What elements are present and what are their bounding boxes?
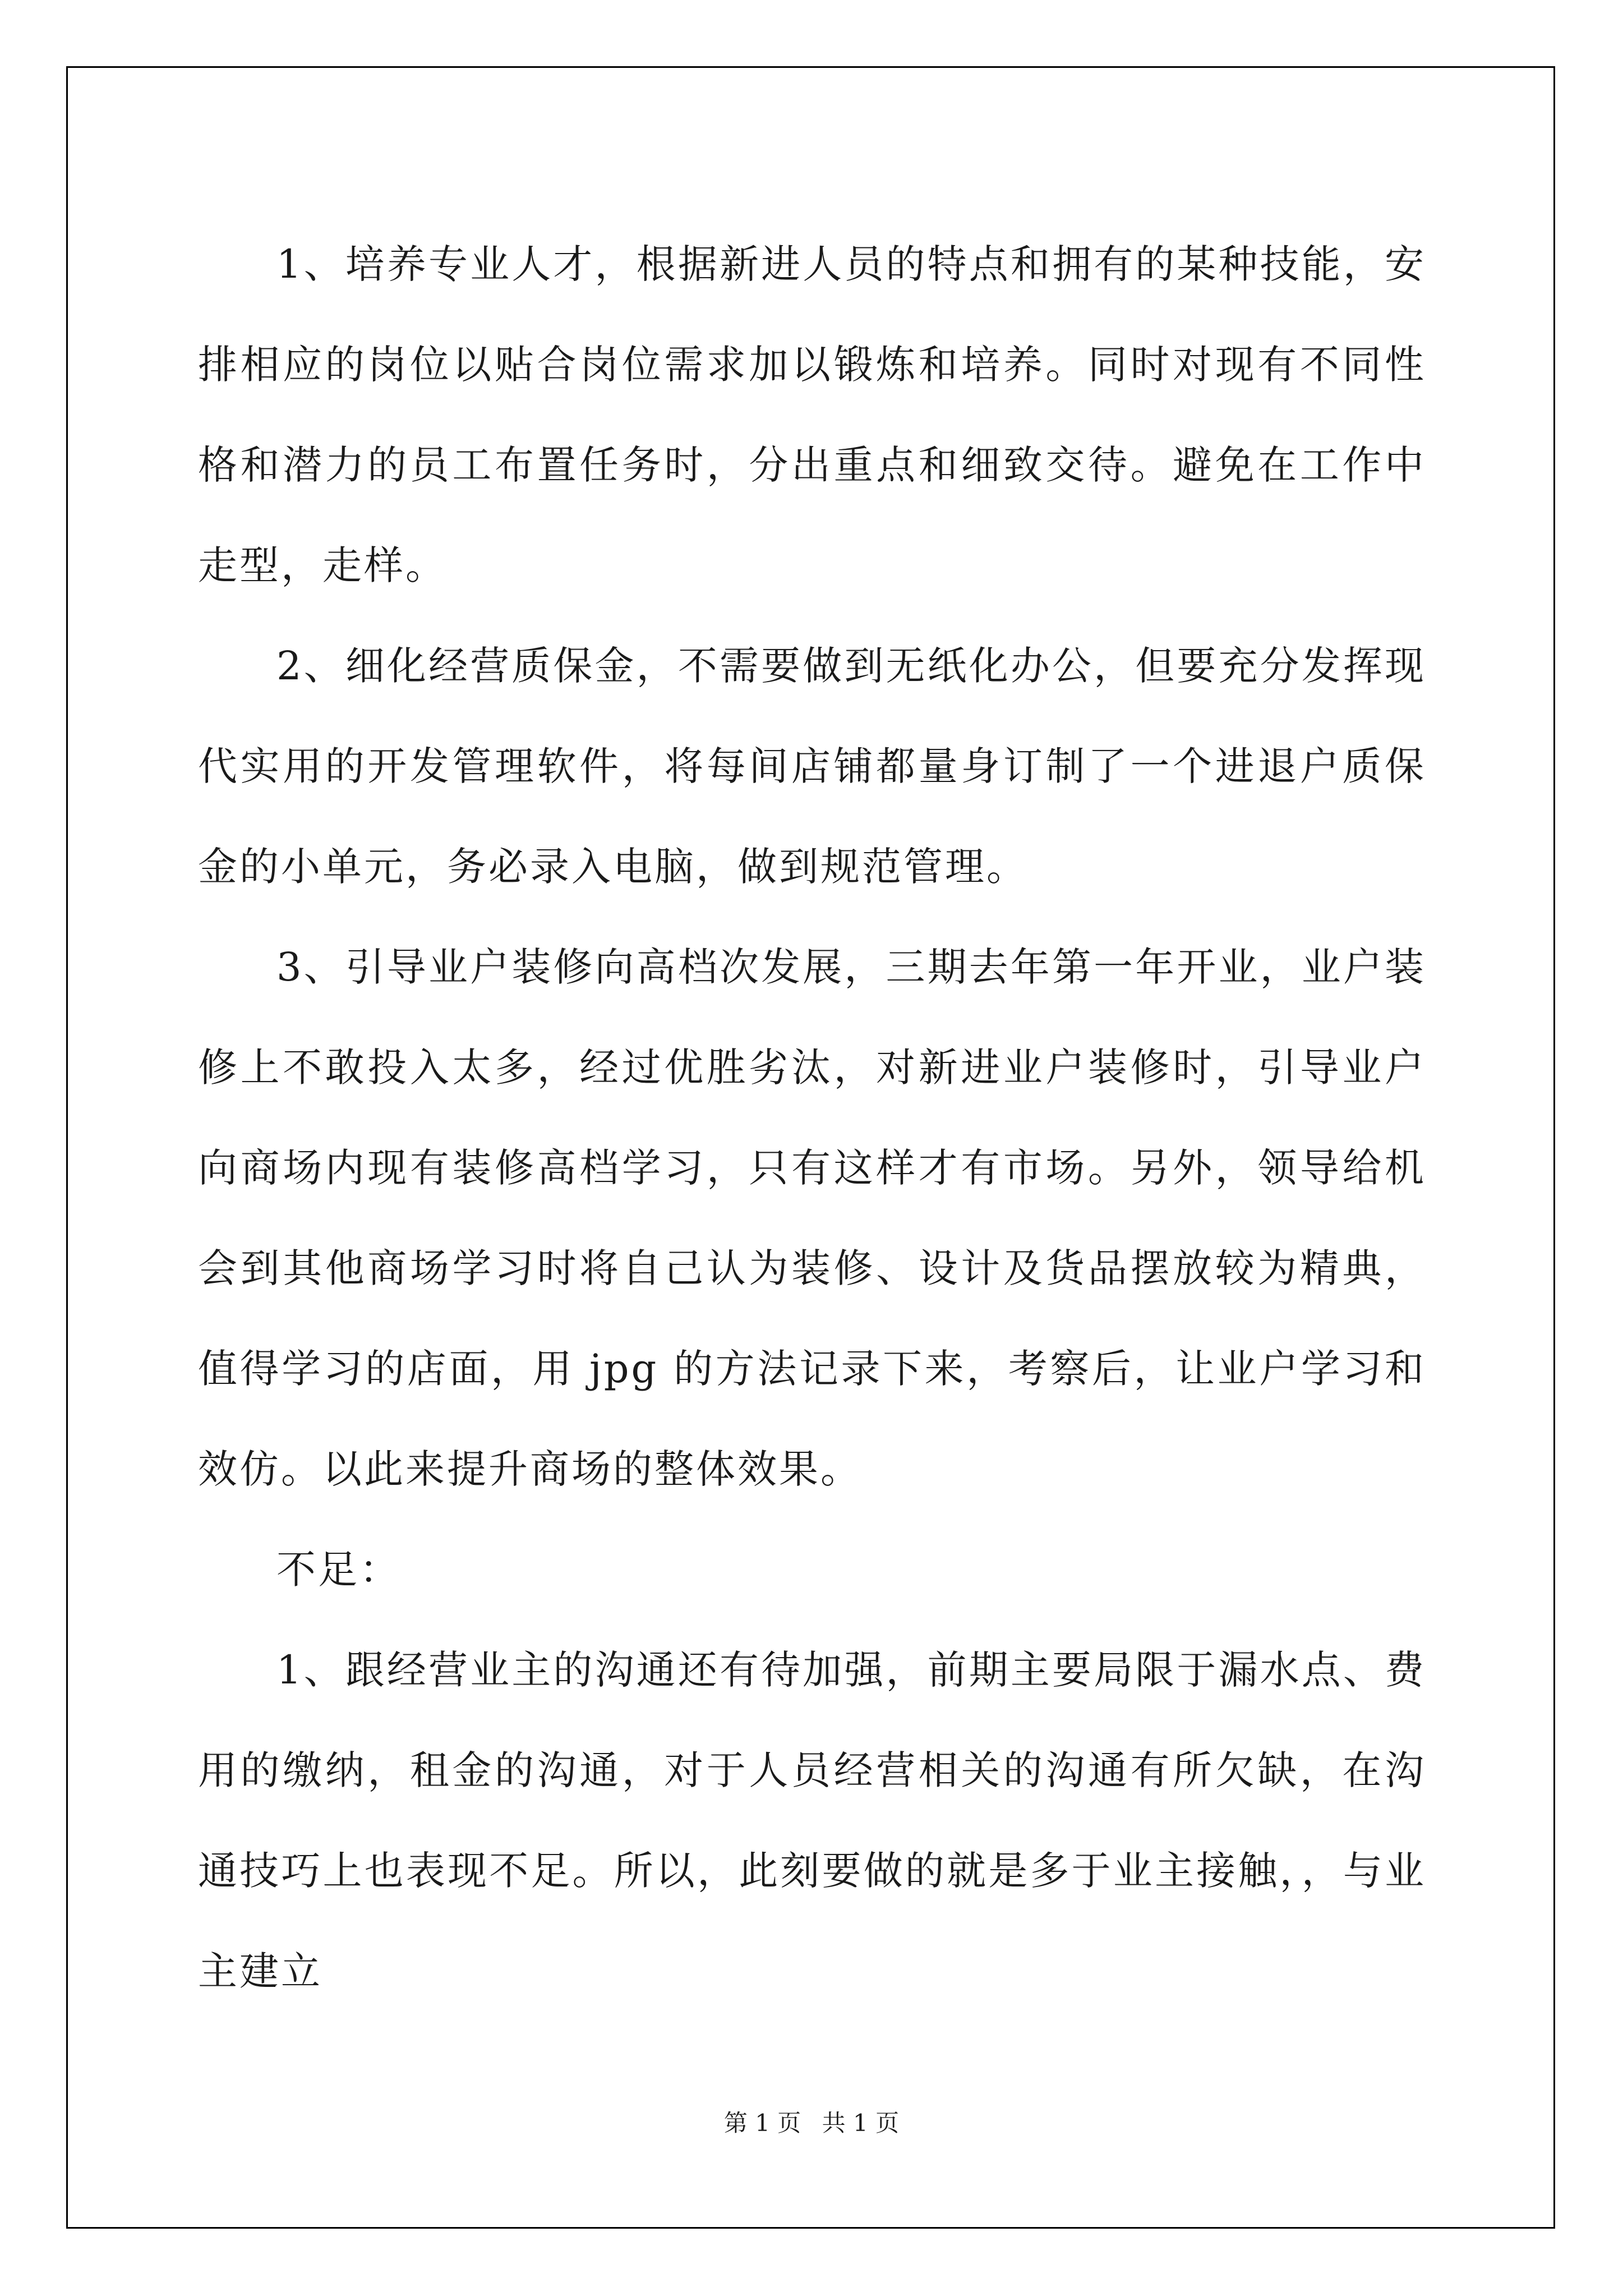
paragraph-4: 1、跟经营业主的沟通还有待加强，前期主要局限于漏水点、费用的缴纳，租金的沟通，对于人员经营相关的沟通有所欠缺，在沟通技巧上也表现不足。所以，此刻要做的就是多于业主接触，，与业主建立 [198, 1647, 1426, 1994]
page-total: 共 1 页 [822, 2109, 900, 2137]
paragraph-2: 2、细化经营质保金，不需要做到无纸化办公，但要充分发挥现代实用的开发管理软件，将每间店铺都量身订制了一个进退户质保金的小单元，务必录入电脑，做到规范管理。 [198, 643, 1426, 890]
section-heading-shortcomings: 不足： [276, 1547, 401, 1593]
page-footer [0, 2105, 1623, 2138]
paragraph-3: 3、引导业户装修向高档次发展，三期去年第一年开业，业户装修上不敢投入太多，经过优胜劣汰，对新进业户装修时，引导业户向商场内现有装修高档学习，只有这样才有市场。另外，领导给机会到其他商场学习时将自己认为装修、设计及货品摆放较为精典，值得学习的店面，用 jpg 的方法记录下来，考察后，让业户学习和效仿。以此来提升商场的整体效果。 [198, 944, 1426, 1492]
paragraph-1: 1、培养专业人才，根据新进人员的特点和拥有的某种技能，安排相应的岗位以贴合岗位需求加以锻炼和培养。同时对现有不同性格和潜力的员工布置任务时，分出重点和细致交待。避免在工作中走型，走样。 [198, 241, 1426, 588]
document-body [198, 214, 1426, 2022]
page-number: 第 1 页 [723, 2109, 801, 2137]
